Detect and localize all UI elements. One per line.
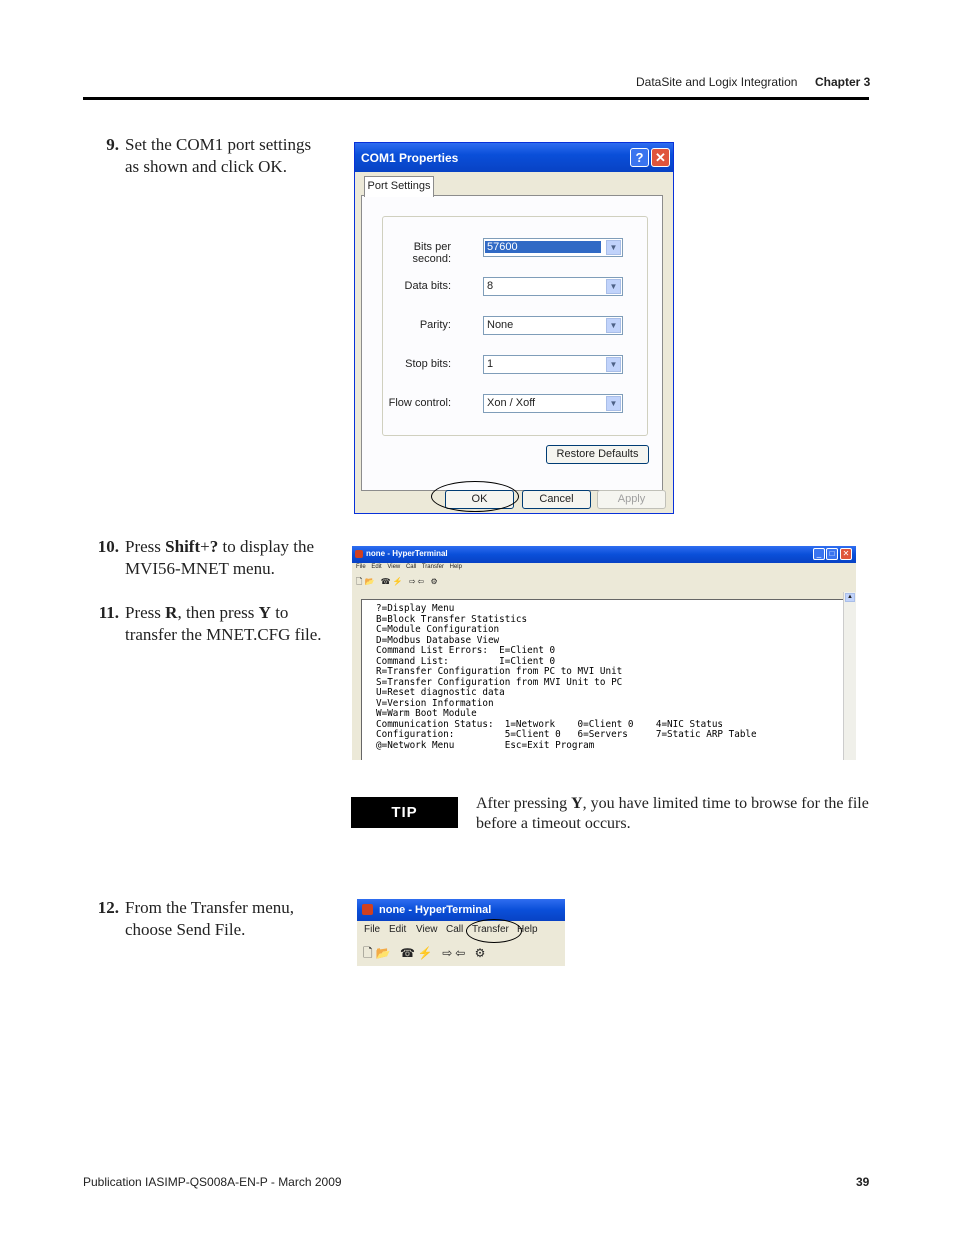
dialog-title-bar[interactable] xyxy=(355,143,673,172)
page-number: 39 xyxy=(856,1175,870,1189)
step-text: Press Shift+? to display the MVI56-MNET menu. xyxy=(125,537,315,578)
step-text: Set the COM1 port settings as shown and click OK. xyxy=(125,135,312,176)
stop-bits-select[interactable] xyxy=(483,355,623,374)
parity-label: Parity: xyxy=(419,319,451,331)
step-number: 11. xyxy=(98,603,119,622)
step-number: 12. xyxy=(97,898,119,917)
scroll-up-icon[interactable]: ▲ xyxy=(845,593,855,602)
bits-per-second-select[interactable] xyxy=(483,238,623,257)
running-header-section: DataSite and Logix Integration xyxy=(636,75,798,89)
disconnect-icon[interactable]: ⚡ xyxy=(417,946,436,960)
ok-button[interactable]: OK xyxy=(445,490,514,509)
help-button[interactable]: ? xyxy=(630,148,649,167)
cancel-button[interactable]: Cancel xyxy=(522,490,591,509)
footer-publication: Publication IASIMP-QS008A-EN-P - March 2009 xyxy=(83,1175,342,1189)
data-bits-select[interactable] xyxy=(483,277,623,296)
step-9 xyxy=(83,134,328,178)
step-12 xyxy=(83,897,328,941)
ok-highlight-circle xyxy=(431,481,519,512)
window-title-bar[interactable] xyxy=(357,899,565,921)
tip-label: TIP xyxy=(351,797,458,828)
hyperterminal-menu-crop xyxy=(357,899,565,966)
chevron-down-icon[interactable]: ▼ xyxy=(606,279,621,294)
properties-icon[interactable]: ⚙ xyxy=(474,946,489,960)
window-title: none - HyperTerminal xyxy=(366,549,448,558)
chevron-down-icon[interactable]: ▼ xyxy=(606,396,621,411)
new-icon[interactable]: 🗋 xyxy=(363,946,376,960)
step-number: 10. xyxy=(97,537,119,556)
disconnect-icon[interactable]: ⚡ xyxy=(392,577,405,586)
send-icon[interactable]: ⇨ xyxy=(442,946,456,960)
hyperterminal-app-icon xyxy=(362,904,373,915)
menu-edit[interactable]: Edit xyxy=(389,924,407,935)
hyperterminal-window xyxy=(352,546,856,760)
data-bits-label: Data bits: xyxy=(404,280,451,292)
maximize-icon[interactable]: □ xyxy=(826,548,838,560)
connect-icon[interactable]: ☎ xyxy=(399,946,418,960)
stop-bits-label: Stop bits: xyxy=(405,358,451,370)
menu-file[interactable]: File xyxy=(364,924,381,935)
menu-call[interactable]: Call xyxy=(446,924,464,935)
open-icon[interactable]: 📂 xyxy=(375,946,394,960)
chevron-down-icon[interactable]: ▼ xyxy=(606,318,621,333)
toolbar xyxy=(356,576,440,590)
select-value: 8 xyxy=(487,280,494,292)
step-11 xyxy=(83,602,328,646)
connect-icon[interactable]: ☎ xyxy=(380,577,393,586)
transfer-highlight-circle xyxy=(466,919,522,943)
close-button[interactable]: ✕ xyxy=(651,148,670,167)
apply-button[interactable]: Apply xyxy=(597,490,666,509)
menu-file[interactable]: File xyxy=(356,564,366,570)
menu-transfer[interactable]: Transfer xyxy=(472,924,509,935)
menu-bar xyxy=(356,564,462,570)
menu-edit[interactable]: Edit xyxy=(371,564,382,570)
select-value: 57600 xyxy=(485,241,601,253)
tab-port-settings[interactable]: Port Settings xyxy=(364,176,434,197)
menu-view[interactable]: View xyxy=(416,924,438,935)
open-icon[interactable]: 📂 xyxy=(364,577,377,586)
restore-defaults-button[interactable]: Restore Defaults xyxy=(546,445,649,464)
vertical-scrollbar[interactable] xyxy=(843,592,856,760)
properties-icon[interactable]: ⚙ xyxy=(430,577,440,586)
dialog-title: COM1 Properties xyxy=(361,151,459,165)
bits-per-second-label: Bits per second: xyxy=(412,241,451,265)
tip-text: After pressing Y, you have limited time to browse for the file before a timeout occurs. xyxy=(476,795,869,832)
menu-transfer[interactable]: Transfer xyxy=(421,564,444,570)
send-icon[interactable]: ⇨ xyxy=(408,577,418,586)
step-number: 9. xyxy=(106,135,119,154)
flow-control-select[interactable] xyxy=(483,394,623,413)
menu-view[interactable]: View xyxy=(387,564,401,570)
hyperterminal-app-icon xyxy=(355,550,363,558)
window-title-bar[interactable] xyxy=(352,546,856,563)
step-text: Press R, then press Y to transfer the MNET.CFG file. xyxy=(125,603,322,644)
step-10 xyxy=(83,536,328,580)
receive-icon[interactable]: ⇦ xyxy=(417,577,427,586)
select-value: 1 xyxy=(487,358,494,370)
minimize-icon[interactable]: _ xyxy=(813,548,825,560)
parity-select[interactable] xyxy=(483,316,623,335)
menu-help[interactable]: Help xyxy=(517,924,538,935)
new-icon[interactable]: 🗋 xyxy=(356,577,365,586)
header-rule xyxy=(83,97,869,100)
port-settings-panel xyxy=(361,195,663,491)
terminal-screen[interactable] xyxy=(361,599,846,760)
settings-group xyxy=(382,216,648,436)
close-icon[interactable]: ✕ xyxy=(840,548,852,560)
menu-call[interactable]: Call xyxy=(405,564,417,570)
select-value: None xyxy=(487,319,514,331)
menu-help[interactable]: Help xyxy=(449,564,462,570)
chevron-down-icon[interactable]: ▼ xyxy=(606,357,621,372)
select-value: Xon / Xoff xyxy=(487,397,536,409)
window-title: none - HyperTerminal xyxy=(379,904,492,916)
chevron-down-icon[interactable]: ▼ xyxy=(606,240,621,255)
step-text: From the Transfer menu, choose Send File. xyxy=(125,898,295,939)
flow-control-label: Flow control: xyxy=(388,397,451,409)
running-header-chapter: Chapter 3 xyxy=(815,75,871,89)
terminal-text: ?=Display Menu B=Block Transfer Statistics C=Module Configuration D=Modbus Database View Command List Errors: E=Client 0 Command List: I=Client 0 R=Transfer Configuration from PC to MVI Unit S=Transfer Configuration from MVI Unit to PC U=Reset diagnostic data V=Version Information W=Warm Boot Module Communication Status: 1=Network 0=Client 0 4=NIC Status Configuration: 5=Client 0 6=Servers 7=Static ARP Table @=Network Menu Esc=Exit Program xyxy=(376,603,757,751)
receive-icon[interactable]: ⇦ xyxy=(455,946,469,960)
com1-properties-dialog xyxy=(354,142,674,514)
toolbar xyxy=(363,944,488,965)
